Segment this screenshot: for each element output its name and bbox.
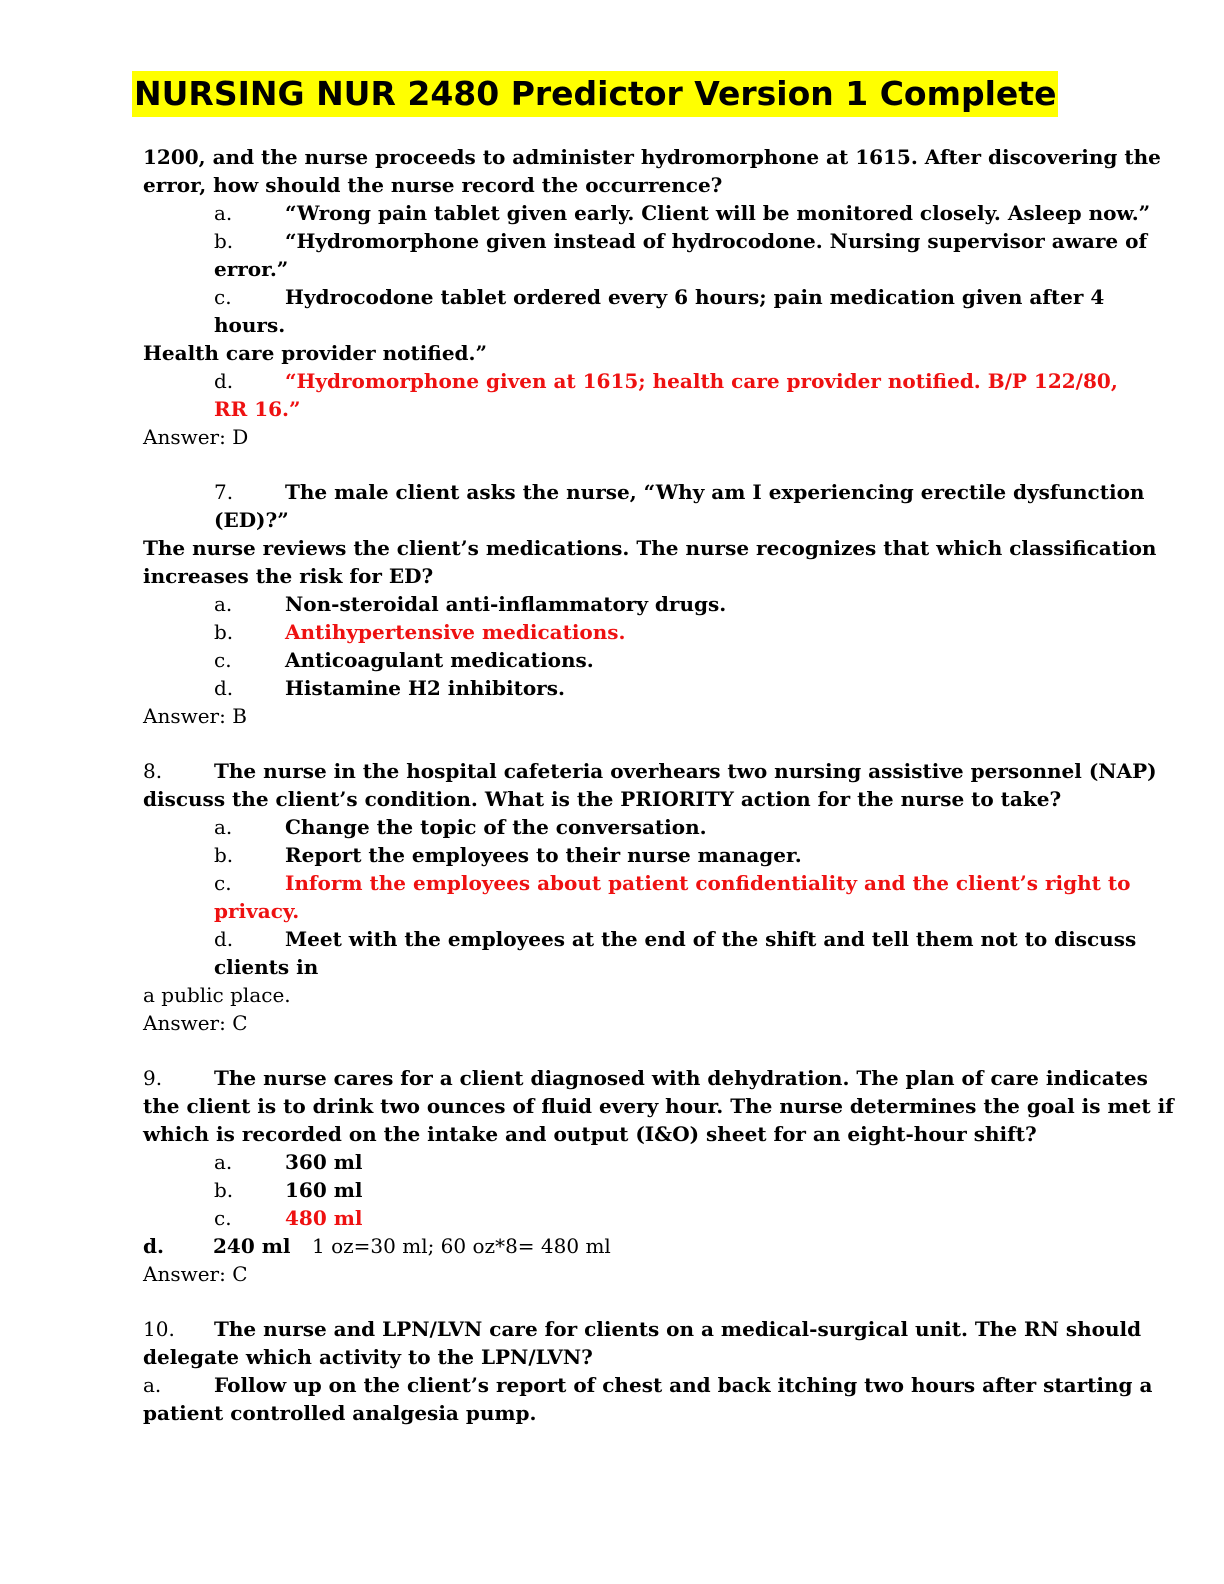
q7-number: 7.	[214, 480, 234, 504]
q8-option-c-label: c.	[214, 871, 232, 895]
q6-option-c-text-cont-2: Health care provider notified.”	[143, 341, 488, 365]
q8-answer: Answer: C	[143, 1011, 248, 1035]
q6-option-b-text-cont: error.”	[214, 257, 289, 281]
q7-option-c-label: c.	[214, 648, 232, 672]
q8-option-d-label: d.	[214, 927, 234, 951]
q9-stem-line-3: which is recorded on the intake and output (I&O) sheet for an eight-hour shift?	[143, 1122, 1037, 1146]
q8-option-b-text: Report the employees to their nurse manager.	[285, 843, 802, 867]
q9-option-c-text-correct: 480 ml	[285, 1206, 363, 1230]
q6-option-c-text-cont: hours.	[214, 313, 286, 337]
q7-stem-line-3: The nurse reviews the client’s medications. The nurse recognizes that which classification	[143, 536, 1157, 560]
q8-option-c-text-correct: Inform the employees about patient confidentiality and the client’s right to	[285, 871, 1131, 895]
q7-option-a-label: a.	[214, 592, 233, 616]
q10-option-a-text: Follow up on the client’s report of chest and back itching two hours after starting a	[214, 1373, 1153, 1397]
document-title: NURSING NUR 2480 Predictor Version 1 Complete	[132, 71, 1058, 117]
q7-option-d-text: Histamine H2 inhibitors.	[285, 676, 565, 700]
q8-option-a-text: Change the topic of the conversation.	[285, 815, 707, 839]
q9-option-b-text: 160 ml	[285, 1178, 363, 1202]
q9-option-c-label: c.	[214, 1206, 232, 1230]
q6-option-d-label: d.	[214, 369, 234, 393]
q6-option-d-text-correct: “Hydromorphone given at 1615; health care provider notified. B/P 122/80,	[285, 369, 1118, 393]
q8-stem-line-1: The nurse in the hospital cafeteria overhears two nursing assistive personnel (NAP)	[214, 759, 1157, 783]
q6-option-c-text: Hydrocodone tablet ordered every 6 hours; pain medication given after 4	[285, 285, 1105, 309]
q7-option-d-label: d.	[214, 676, 234, 700]
q6-stem-line-2: error, how should the nurse record the occurrence?	[143, 173, 723, 197]
q7-stem-line-4: increases the risk for ED?	[143, 564, 434, 588]
q8-option-b-label: b.	[214, 843, 234, 867]
q7-answer: Answer: B	[143, 704, 247, 728]
q8-option-d-text-cont-2: a public place.	[143, 983, 291, 1007]
q7-option-b-label: b.	[214, 620, 234, 644]
q10-option-a-text-cont: patient controlled analgesia pump.	[143, 1401, 537, 1425]
q8-stem-line-2: discuss the client’s condition. What is the PRIORITY action for the nurse to take?	[143, 787, 1062, 811]
q9-stem-line-1: The nurse cares for a client diagnosed with dehydration. The plan of care indicates	[214, 1066, 1148, 1090]
q6-option-b-text: “Hydromorphone given instead of hydrocodone. Nursing supervisor aware of	[285, 229, 1148, 253]
q7-stem-line-1: The male client asks the nurse, “Why am I experiencing erectile dysfunction	[285, 480, 1145, 504]
q9-answer: Answer: C	[143, 1262, 248, 1286]
q10-number: 10.	[143, 1317, 175, 1341]
q8-option-c-text-cont: privacy.	[214, 899, 300, 923]
q6-option-c-label: c.	[214, 285, 232, 309]
q6-option-d-text-cont: RR 16.”	[214, 397, 301, 421]
q7-option-b-text-correct: Antihypertensive medications.	[285, 620, 626, 644]
q10-stem-line-1: The nurse and LPN/LVN care for clients on a medical-surgical unit. The RN should	[214, 1317, 1142, 1341]
q9-option-d-label: d.	[143, 1234, 164, 1258]
q10-stem-line-2: delegate which activity to the LPN/LVN?	[143, 1345, 593, 1369]
q9-calculation-note: 1 oz=30 ml; 60 oz*8= 480 ml	[312, 1234, 611, 1258]
q6-option-b-label: b.	[214, 229, 234, 253]
q7-option-a-text: Non-steroidal anti-inflammatory drugs.	[285, 592, 727, 616]
q6-option-a-text: “Wrong pain tablet given early. Client will be monitored closely. Asleep now.”	[285, 201, 1151, 225]
q8-option-a-label: a.	[214, 815, 233, 839]
q7-option-c-text: Anticoagulant medications.	[285, 648, 594, 672]
q8-option-d-text: Meet with the employees at the end of the shift and tell them not to discuss	[285, 927, 1137, 951]
q6-option-a-label: a.	[214, 201, 233, 225]
q8-option-d-text-cont: clients in	[214, 955, 319, 979]
q6-answer: Answer: D	[143, 425, 249, 449]
q9-option-d-text: 240 ml	[213, 1234, 291, 1258]
q8-number: 8.	[143, 759, 163, 783]
q9-option-b-label: b.	[214, 1178, 234, 1202]
q9-stem-line-2: the client is to drink two ounces of fluid every hour. The nurse determines the goal is met if	[143, 1094, 1174, 1118]
q10-option-a-label: a.	[143, 1373, 162, 1397]
q9-option-a-text: 360 ml	[285, 1150, 363, 1174]
q6-stem-line-1: 1200, and the nurse proceeds to administer hydromorphone at 1615. After discovering the	[143, 145, 1161, 169]
q9-number: 9.	[143, 1066, 163, 1090]
q9-option-a-label: a.	[214, 1150, 233, 1174]
q7-stem-line-2: (ED)?”	[214, 508, 289, 532]
